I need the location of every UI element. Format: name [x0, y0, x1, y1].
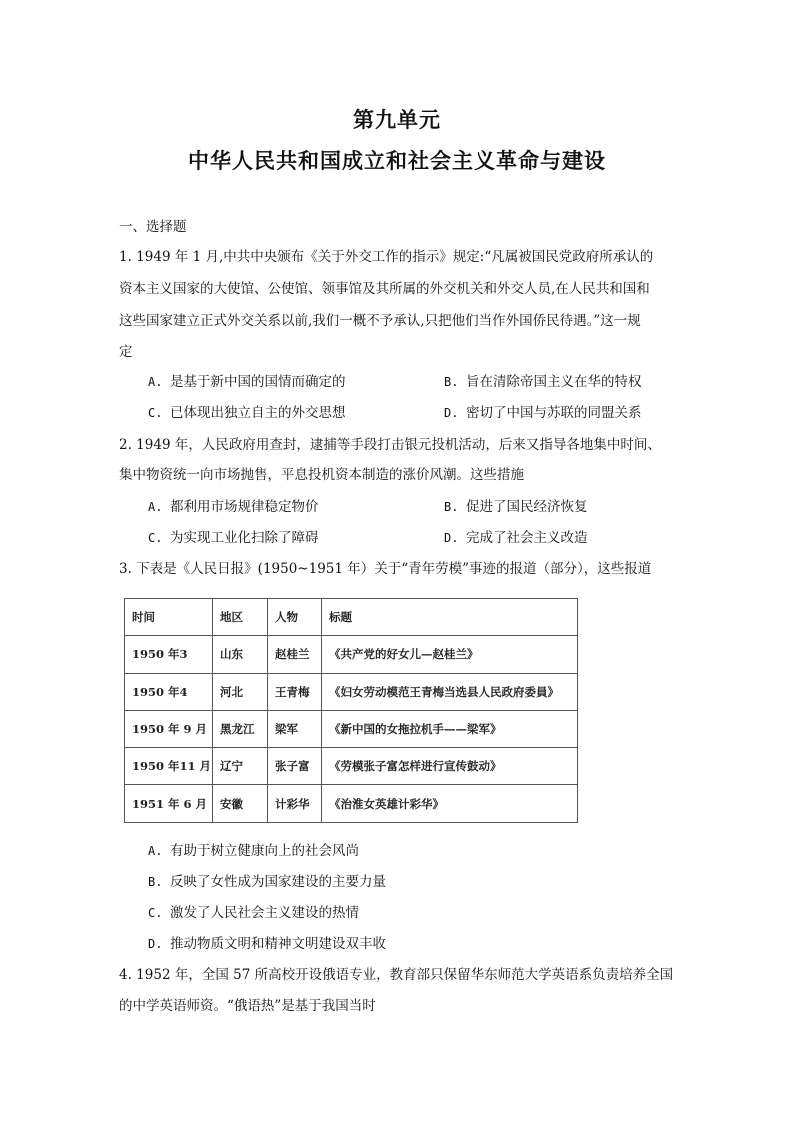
option-text: 已体现出独立自主的外交思想: [170, 405, 346, 421]
table-cell: 1950 年11 月: [125, 748, 213, 785]
option-text: 是基于新中国的国情而确定的: [170, 374, 346, 390]
column-header: 时间: [125, 599, 213, 636]
option-text: 密切了中国与苏联的同盟关系: [466, 405, 642, 421]
q1-line: 资本主义国家的大使馆、公使馆、领事馆及其所属的外交机关和外交人员,在人民共和国和: [119, 281, 650, 297]
q1-option-b: [444, 373, 642, 391]
q2-line: 2. 1949 年，人民政府用查封，逮捕等手段打击银元投机活动，后来又指导各地集中时间、: [119, 437, 661, 453]
table-row: [125, 636, 578, 673]
q1-line: 1. 1949 年 1 月,中共中央颁布《关于外交工作的指示》规定:“凡属被国民党政府所承认的: [119, 249, 654, 265]
option-key: D.: [148, 937, 163, 951]
table-cell: 辽宁: [213, 748, 268, 785]
table-cell: 1950 年4: [125, 673, 213, 710]
table-row: [125, 710, 578, 747]
column-header: 地区: [213, 599, 268, 636]
section-heading: 一、选择题: [119, 219, 187, 235]
q3-option-b: [148, 873, 386, 891]
option-key: A.: [148, 500, 163, 514]
q3-option-a: [148, 842, 359, 860]
table-header-row: [125, 599, 578, 636]
table-cell: 王青梅: [268, 673, 322, 710]
q2-option-a: [148, 498, 319, 516]
table-cell: 梁军: [268, 710, 322, 747]
q1-line: 这些国家建立正式外交关系以前,我们一概不予承认,只把他们当作外国侨民待遇。”这一规: [119, 313, 641, 329]
q3-option-c: [148, 904, 359, 922]
table-cell: 1950 年3: [125, 636, 213, 673]
option-text: 旨在清除帝国主义在华的特权: [466, 374, 642, 390]
q1-option-c: [148, 404, 346, 422]
table-cell: 1950 年 9 月: [125, 710, 213, 747]
q4-line: 的中学英语师资。“俄语热”是基于我国当时: [119, 998, 376, 1014]
table-cell: 《共产党的好女儿—赵桂兰》: [322, 636, 578, 673]
option-text: 都利用市场规律稳定物价: [170, 499, 319, 515]
table-cell: 《妇女劳动模范王青梅当选县人民政府委員》: [322, 673, 578, 710]
q3-line: 3. 下表是《人民日报》(1950~1951 年）关于“青年劳模”事迹的报道（部分），这些报道: [119, 561, 652, 577]
q2-option-b: [444, 498, 588, 516]
option-key: C.: [148, 531, 163, 545]
option-key: A.: [148, 375, 163, 389]
table-cell: 张子富: [268, 748, 322, 785]
report-table: [124, 598, 578, 823]
option-key: C.: [148, 906, 163, 920]
table-cell: 山东: [213, 636, 268, 673]
table-cell: 《劳模张子富怎样进行宣传鼓动》: [322, 748, 578, 785]
table-cell: 《治淮女英雄计彩华》: [322, 785, 578, 822]
option-key: A.: [148, 844, 163, 858]
table-row: [125, 748, 578, 785]
option-text: 激发了人民社会主义建设的热情: [170, 905, 359, 921]
q1-option-d: [444, 404, 642, 422]
unit-title: 第九单元: [353, 108, 441, 132]
table-cell: 计彩华: [268, 785, 322, 822]
option-key: D.: [444, 531, 459, 545]
q2-option-d: [444, 529, 588, 547]
option-key: B.: [444, 375, 459, 389]
table-row: [125, 785, 578, 822]
q2-option-c: [148, 529, 319, 547]
table-row: [125, 673, 578, 710]
option-key: B.: [148, 875, 163, 889]
option-text: 为实现工业化扫除了障碍: [170, 530, 319, 546]
q1-option-a: [148, 373, 346, 391]
q2-line: 集中物资统一向市场抛售，平息投机资本制造的涨价风潮。这些措施: [119, 467, 524, 483]
table-cell: 1951 年 6 月: [125, 785, 213, 822]
q3-option-d: [148, 935, 386, 953]
option-text: 有助于树立健康向上的社会风尚: [170, 843, 359, 859]
q1-line: 定: [119, 344, 133, 360]
option-key: B.: [444, 500, 459, 514]
option-text: 完成了社会主义改造: [466, 530, 588, 546]
option-text: 促进了国民经济恢复: [466, 499, 588, 515]
option-text: 推动物质文明和精神文明建设双丰收: [170, 936, 386, 952]
column-header: 标题: [322, 599, 578, 636]
table-cell: 黑龙江: [213, 710, 268, 747]
table-cell: 河北: [213, 673, 268, 710]
option-key: D.: [444, 406, 459, 420]
q4-line: 4. 1952 年，全国 57 所高校开设俄语专业，教育部只保留华东师范大学英语系负责培养全国: [119, 967, 674, 983]
table-cell: 赵桂兰: [268, 636, 322, 673]
table-cell: 安徽: [213, 785, 268, 822]
option-key: C.: [148, 406, 163, 420]
unit-subtitle: 中华人民共和国成立和社会主义革命与建设: [188, 149, 606, 173]
table-cell: 《新中国的女拖拉机手——梁军》: [322, 710, 578, 747]
option-text: 反映了女性成为国家建设的主要力量: [170, 874, 386, 890]
column-header: 人物: [268, 599, 322, 636]
